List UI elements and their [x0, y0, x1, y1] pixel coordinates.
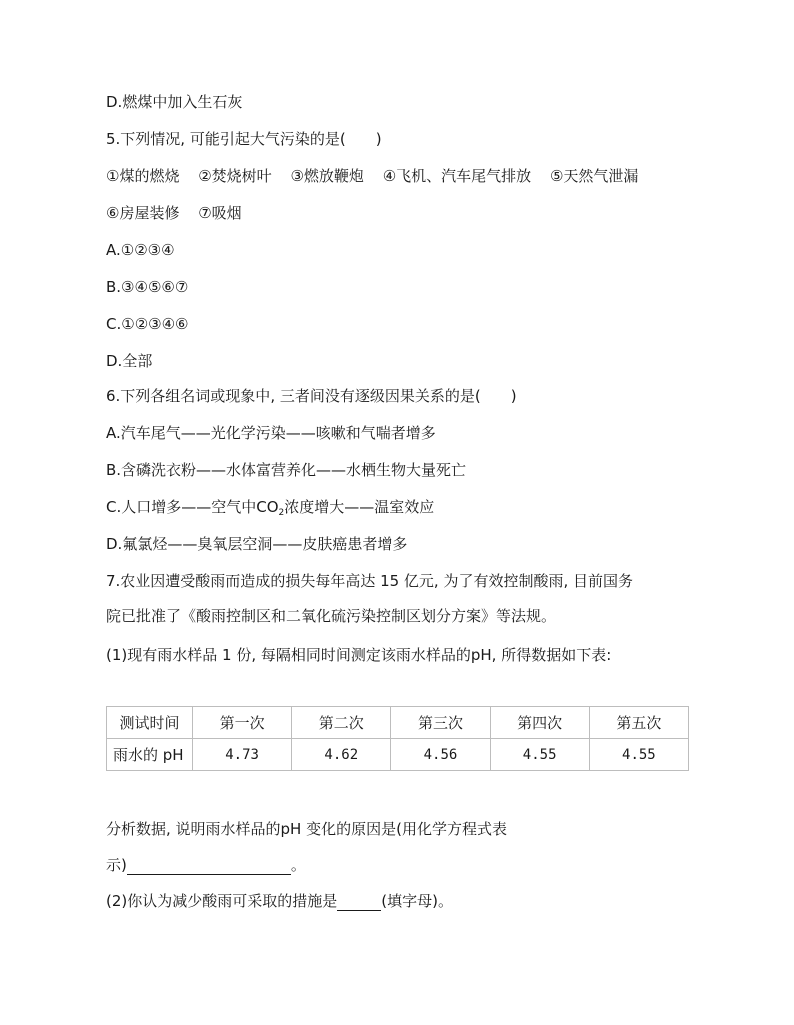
- question5-items-line1: [106, 166, 638, 186]
- analysis-suffix: 。: [290, 856, 306, 874]
- question6-option-d: D.氟氯烃——臭氧层空洞——皮肤癌患者增多: [106, 535, 408, 553]
- question7-sub1: (1)现有雨水样品 1 份, 每隔相同时间测定该雨水样品的pH, 所得数据如下表:: [106, 646, 612, 664]
- sub2-prefix: (2)你认为减少酸雨可采取的措施是: [106, 892, 338, 910]
- q6-option-c-start: C.人口增多——空气中CO: [106, 498, 279, 516]
- table-cell: 4.56: [391, 739, 490, 771]
- q5-item-3: ③燃放鞭炮: [290, 167, 364, 185]
- question5-option-b: B.③④⑤⑥⑦: [106, 278, 189, 296]
- table-header-cell: 第一次: [193, 707, 292, 739]
- question7-stem-line1: 7.农业因遭受酸雨而造成的损失每年高达 15 亿元, 为了有效控制酸雨, 目前国务: [106, 572, 634, 590]
- table-header-cell: 第二次: [292, 707, 391, 739]
- table-cell: 4.73: [193, 739, 292, 771]
- question5-option-c: C.①②③④⑥: [106, 315, 189, 333]
- table-cell: 4.62: [292, 739, 391, 771]
- question6-stem: 6.下列各组名词或现象中, 三者间没有逐级因果关系的是( ): [106, 387, 517, 405]
- question5-option-a: A.①②③④: [106, 241, 175, 259]
- question5-stem: 5.下列情况, 可能引起大气污染的是( ): [106, 130, 382, 148]
- question5-items-line2: [106, 203, 256, 223]
- q5-item-5: ⑤天然气泄漏: [549, 167, 639, 185]
- table-row-label: 雨水的 pH: [107, 739, 193, 771]
- question6-option-c: [106, 497, 434, 523]
- table-cell: 4.55: [589, 739, 688, 771]
- table-header-cell: 第五次: [589, 707, 688, 739]
- question6-option-b: B.含磷洗衣粉——水体富营养化——水栖生物大量死亡: [106, 461, 467, 479]
- q5-item-4: ④飞机、汽车尾气排放: [382, 167, 532, 185]
- question4-option-d: D.燃煤中加入生石灰: [106, 93, 243, 111]
- answer-blank-letters[interactable]: [337, 894, 381, 911]
- q6-option-c-end: 浓度增大——温室效应: [284, 498, 435, 516]
- q5-item-1: ①煤的燃烧: [106, 167, 180, 185]
- table-cell: 4.55: [490, 739, 589, 771]
- ph-table: [106, 706, 689, 771]
- question7-analysis-line2: [106, 855, 306, 875]
- q5-item-6: ⑥房屋装修: [106, 204, 180, 222]
- q5-item-7: ⑦吸烟: [198, 204, 242, 222]
- table-row: [107, 739, 689, 771]
- table-header-cell: 第三次: [391, 707, 490, 739]
- analysis-prefix: 示): [106, 856, 127, 874]
- question6-option-a: A.汽车尾气——光化学污染——咳嗽和气喘者增多: [106, 424, 436, 442]
- table-header-row: [107, 707, 689, 739]
- q5-item-2: ②焚烧树叶: [198, 167, 272, 185]
- table-header-cell: 测试时间: [107, 707, 193, 739]
- sub2-suffix: (填字母)。: [381, 892, 453, 910]
- q6-option-c-subscript: 2: [278, 508, 285, 518]
- answer-blank-equation[interactable]: [127, 858, 291, 875]
- table-header-cell: 第四次: [490, 707, 589, 739]
- question5-option-d: D.全部: [106, 352, 153, 370]
- question7-sub2: [106, 891, 453, 911]
- question7-analysis-line1: 分析数据, 说明雨水样品的pH 变化的原因是(用化学方程式表: [106, 820, 507, 838]
- question7-stem-line2: 院已批准了《酸雨控制区和二氧化硫污染控制区划分方案》等法规。: [106, 607, 557, 625]
